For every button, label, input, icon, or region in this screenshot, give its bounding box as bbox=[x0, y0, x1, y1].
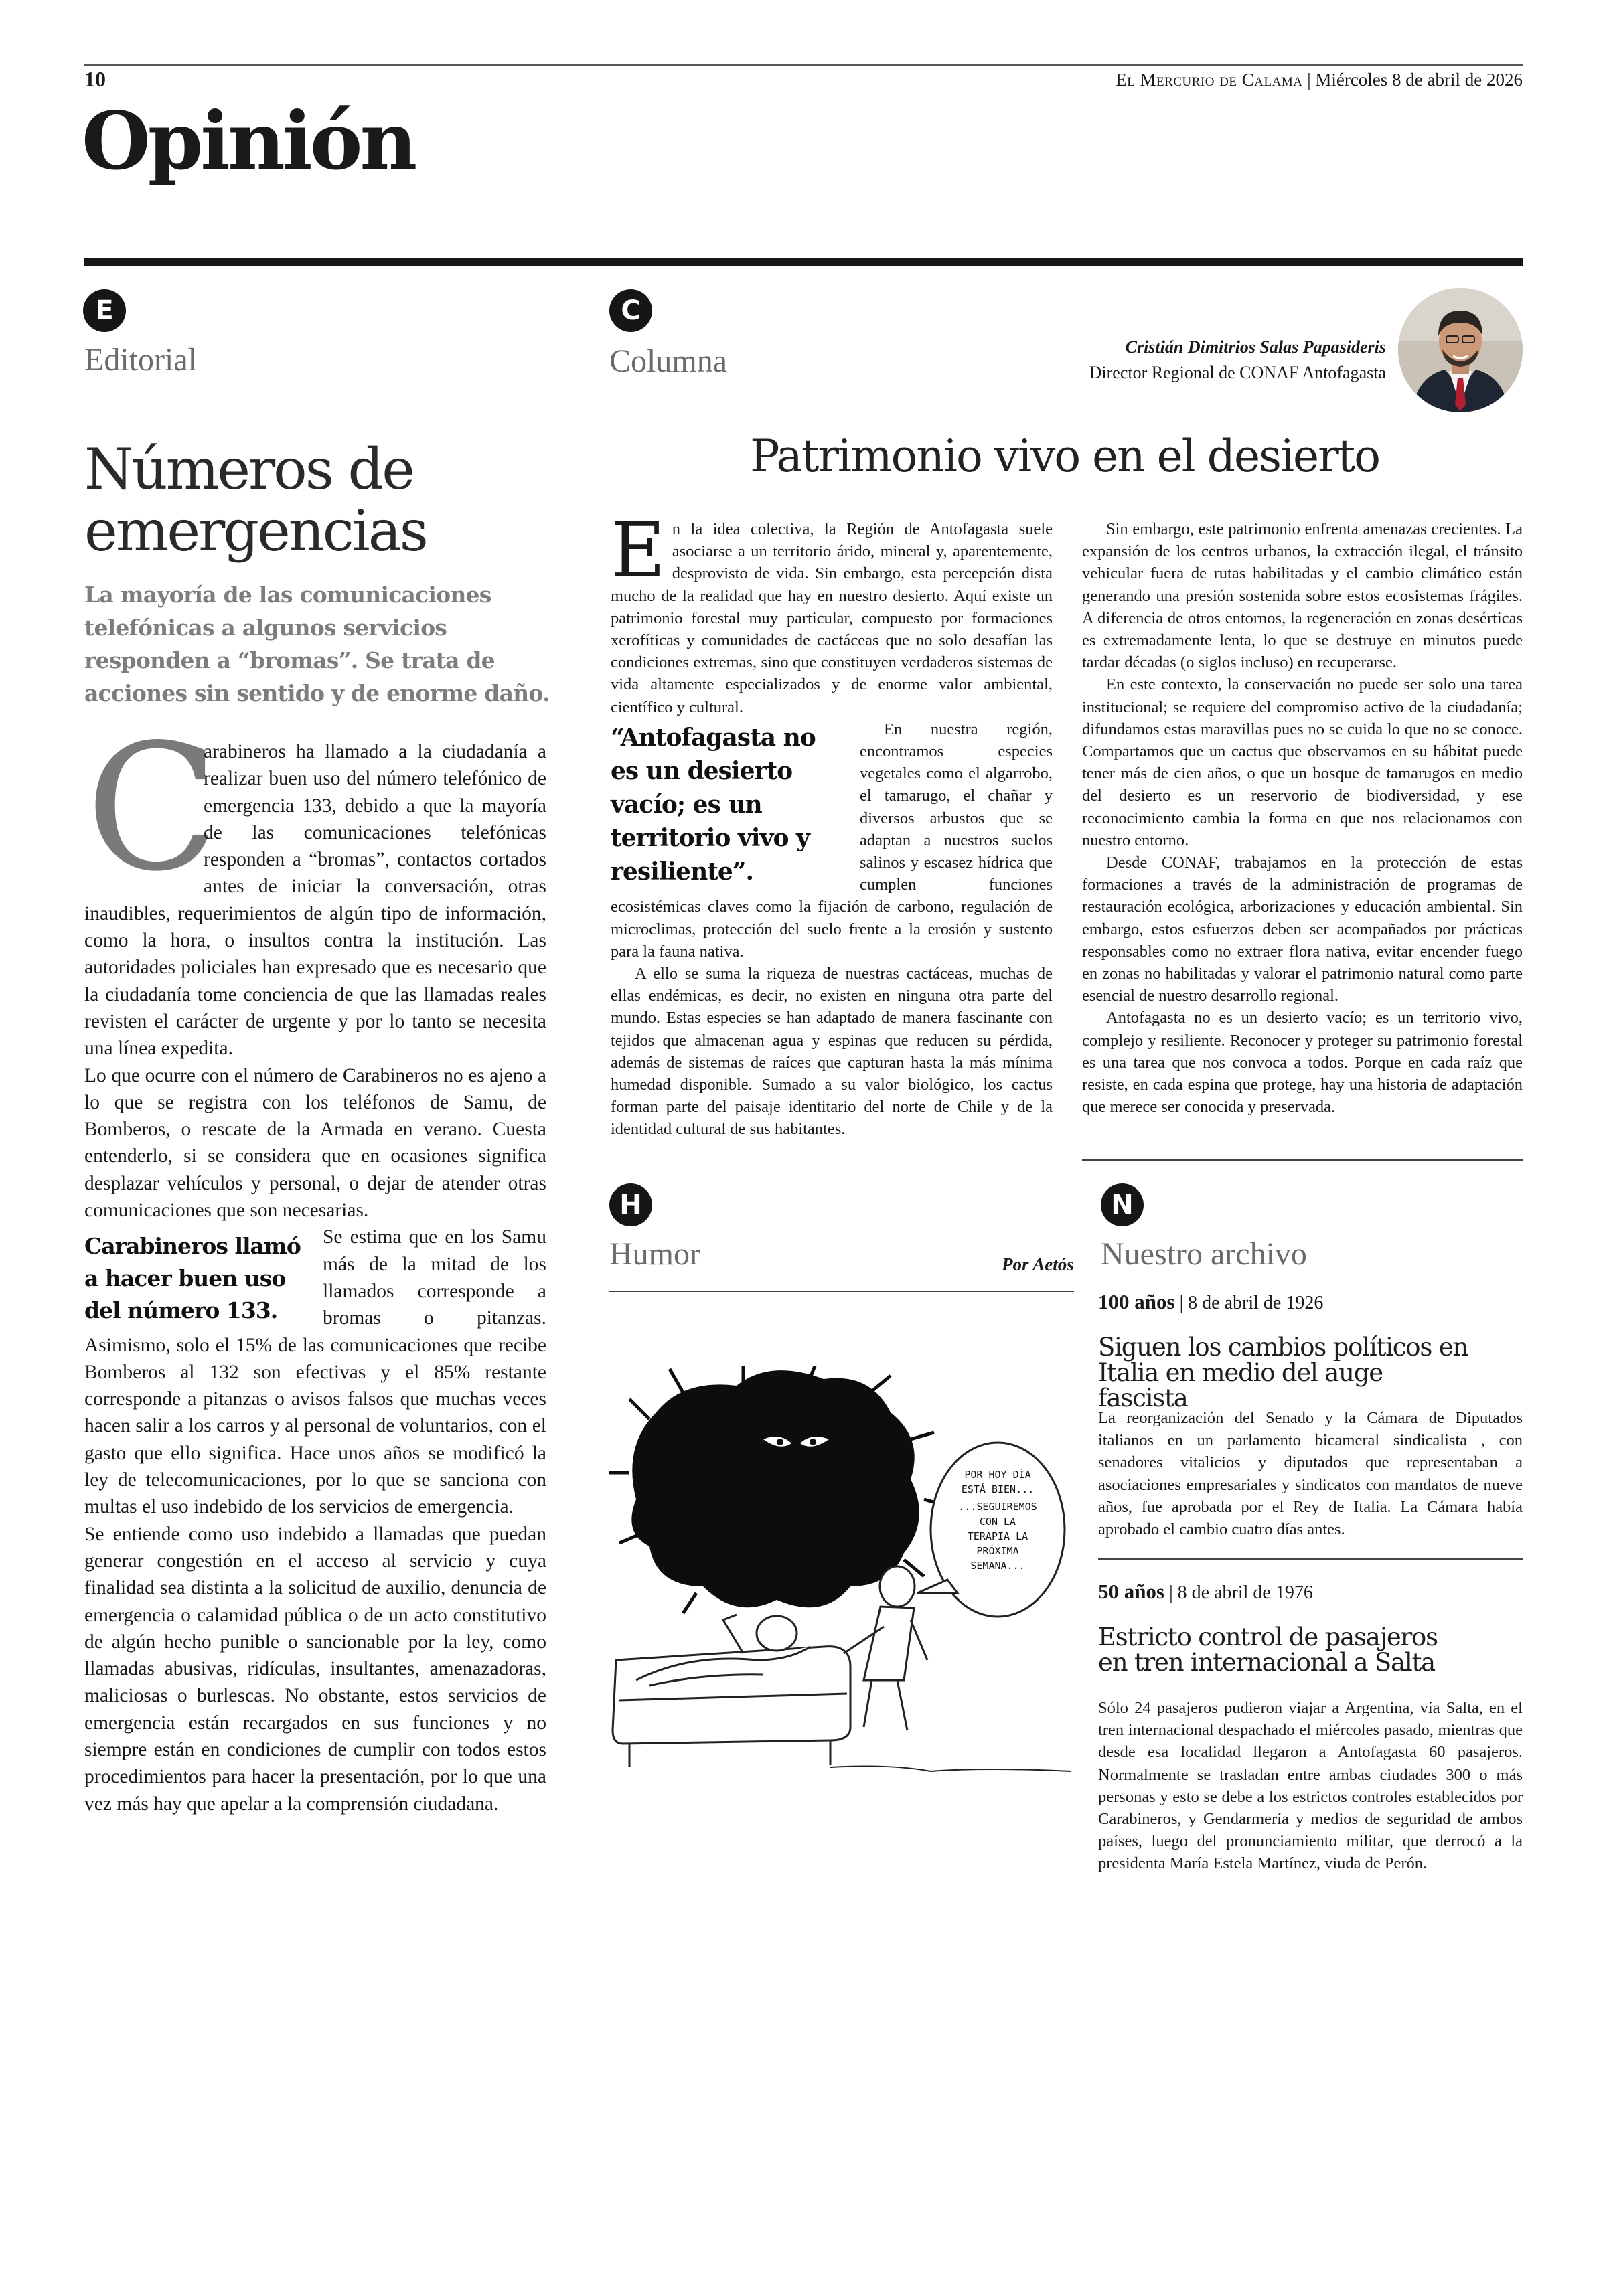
archive-years: 100 años bbox=[1098, 1290, 1175, 1313]
bubble-line: CON LA bbox=[979, 1515, 1016, 1528]
author-role: Director Regional de CONAF Antofagasta bbox=[1089, 363, 1386, 382]
humor-rule bbox=[609, 1291, 1074, 1292]
column-paragraph: A ello se suma la riqueza de nuestras cactáceas, muchas de ellas endémicas, es decir, no existen en ninguna otra parte del mundo. Estas especies se han adaptado de manera fascinante con tejidos que almacenan agua y espinas que reducen su pérdida, además de sistemas de raíces que capturan hasta la más mínima humedad disponible. Sumado a su valor biológico, los cactus forman parte del paisaje identitario del norte de Chile y de la identidad cultural de sus habitantes. bbox=[611, 965, 1053, 1139]
archive-date: 8 de abril de 1926 bbox=[1188, 1293, 1324, 1313]
bubble-line: SEMANA... bbox=[970, 1560, 1025, 1572]
bubble-line: POR HOY DÍA bbox=[964, 1469, 1031, 1481]
archive-years: 50 años bbox=[1098, 1580, 1165, 1603]
archive-item-body: La reorganización del Senado y la Cámara de Diputados italianos en un parlamento bicameral sindicalista , con senadores vitalicios y diputados que representaban a asociaciones empresariales y sindicatos con mandatos de nueve años, fue aprobada por el Rey de Italia. La Cámara había aprobado el cambio cuatro días antes. bbox=[1098, 1409, 1523, 1539]
newspaper-name: El Mercurio de Calama bbox=[1116, 70, 1303, 90]
column-text-right bbox=[1082, 518, 1523, 1118]
author-photo bbox=[1398, 288, 1523, 412]
column-paragraph-text: n la idea colectiva, la Región de Antofagasta suele asociarse a un territorio árido, mineral y, aparentemente, desprovisto de vida. Sin embargo, esta percepción dista mucho de la realidad que hay en nuestro desierto. Aquí existe un patrimonio forestal muy particular, compuesto por formaciones xerofíticas y comunidades de cactáceas que no solo desafían las condiciones extremas, sino que constituyen verdaderos sistemas de vida altamente especializados y de enorme valor ambiental, científico y cultural. bbox=[611, 520, 1053, 716]
bubble-line: TERAPIA LA bbox=[967, 1530, 1028, 1542]
cartoon-credit: Por Aetós bbox=[1002, 1254, 1074, 1275]
editorial-kicker: Editorial bbox=[84, 342, 197, 378]
column-bottom-rule bbox=[1082, 1159, 1523, 1161]
column-paragraph bbox=[611, 507, 1053, 718]
bubble-line: PRÓXIMA bbox=[976, 1545, 1019, 1557]
column-pull-quote: “Antofagasta no es un desierto vacío; es un territorio vivo y resiliente”. bbox=[611, 723, 816, 886]
speech-bubble bbox=[917, 1443, 1065, 1617]
column-kicker: Columna bbox=[609, 343, 727, 379]
editorial-paragraph: Lo que ocurre con el número de Carabineros no es ajeno a lo que se registra con los teléfonos de Samu, de Bomberos, o rescate de la Armada en verano. Cuesta entenderlo, si se considera que en ocasiones significa desplazar vehículos y personal, o dejar de atender otras comunicaciones que son necesarias. bbox=[84, 1064, 546, 1222]
archive-item-date: 50 años | 8 de abril de 1976 bbox=[1098, 1580, 1313, 1603]
editorial-paragraph: arabineros ha llamado a la ciudadanía a realizar buen uso del número telefónico de emergencia 133, debido a que la mayoría de las comunicaciones telefónicas responden a “bromas”, contactos cortados antes de iniciar la conversación, otras inaudibles, requerimientos de algún tipo de información, como la hora, o insultos contra la institución. Las autoridades policiales han expresado que es necesario que la ciudadanía tome conciencia de que las llamadas reales revisten el carácter de urgente y por lo tanto se necesita una línea expedita. bbox=[84, 741, 546, 1060]
column-paragraph: En este contexto, la conservación no puede ser solo una tarea institucional; se requiere del compromiso activo de la ciudadanía; difundamos estas maravillas pues no se cuida lo que no se conoce. Compartamos que un cactus que observamos en su hábitat puede tener más de cien años, o que un bosque de tamarugos en medio del desierto es un reservorio de biodiversidad, y ese reconocimiento cambia la forma en que nos relacionamos con nuestro entorno. bbox=[1082, 675, 1523, 849]
issue-date: Miércoles 8 de abril de 2026 bbox=[1315, 70, 1523, 90]
humor-kicker: Humor bbox=[609, 1236, 700, 1272]
archive-item-title: Siguen los cambios políticos en Italia en medio del auge fascista bbox=[1098, 1333, 1468, 1412]
section-title: Opinión bbox=[82, 94, 415, 187]
top-hairline bbox=[84, 64, 1523, 66]
section-rule bbox=[84, 258, 1523, 266]
editorial-headline: Números de emergencias bbox=[84, 436, 427, 564]
humor-cartoon bbox=[609, 1366, 1078, 1807]
editorial-drop-cap: C bbox=[86, 708, 219, 910]
column-paragraph: Desde CONAF, trabajamos en la protección de estas formaciones a través de la administración de programas de restauración ecológica, arborizaciones y educación ambiental. Sin embargo, estos esfuerzos deben ser acompañados por prácticas responsables como no extraer flora nativa, evitar encender fuego en zonas no habilitadas y valorar el patrimonio natural como parte esencial de nuestro desarrollo regional. bbox=[1082, 853, 1523, 1005]
bubble-line: ESTÁ BIEN... bbox=[961, 1483, 1035, 1495]
editorial-body bbox=[84, 738, 546, 1817]
archive-badge: N bbox=[1101, 1183, 1144, 1226]
bubble-line: ...SEGUIREMOS bbox=[958, 1501, 1037, 1513]
couch-icon bbox=[613, 1647, 850, 1767]
archive-kicker: Nuestro archivo bbox=[1101, 1236, 1307, 1272]
archive-item-title: Estricto control de pasajeros en tren internacional a Salta bbox=[1098, 1623, 1438, 1677]
column-badge: C bbox=[609, 289, 652, 332]
masthead-separator: | bbox=[1302, 70, 1316, 90]
therapist-icon bbox=[844, 1566, 927, 1730]
page-number: 10 bbox=[84, 67, 106, 91]
column-paragraph: Antofagasta no es un desierto vacío; es un territorio vivo, complejo y resiliente. Reconocer y proteger su patrimonio forestal es una tarea que nos convoca a todos. Porque en cada raíz que resiste, en cada espina que protege, hay una historia de adaptación que merece ser conocida y preservada. bbox=[1082, 1009, 1523, 1117]
archive-item-rule bbox=[1098, 1558, 1523, 1560]
column-byline bbox=[1089, 335, 1386, 386]
masthead bbox=[1116, 70, 1523, 90]
editorial-badge: E bbox=[83, 289, 126, 332]
editorial-paragraph: Se estima que en los Samu más de la mitad de los llamados corresponde a bromas o pitanzas. Asimismo, solo el 15% de las comunicaciones que recibe Bomberos al 132 son efectivas y el 85% restante corresponde a pitanzas o avisos falsos que muchas veces hacen salir a los carros y al personal de voluntarios, con el gasto que ello significa. Hace unos años se modificó la ley de telecomunicaciones, por lo que se sanciona con multas el uso indebido de los servicios de emergencia. bbox=[84, 1226, 546, 1518]
editorial-pull-quote: Carabineros llamó a hacer buen uso del número 133. bbox=[84, 1233, 301, 1324]
drop-cap-space bbox=[84, 738, 204, 879]
archive-date: 8 de abril de 1976 bbox=[1177, 1582, 1313, 1603]
editorial-paragraph: Se entiende como uso indebido a llamadas que puedan generar congestión en el acceso al servicio y cuya finalidad sea distinta a la solicitud de auxilio, denuncia de emergencia o calamidad pública o de un acto constitutivo de algún hecho punible o sancionable por la ley, como llamadas abusivas, ridículas, insultantes, amenazadoras, maliciosas o burlescas. No obstante, estos servicios de emergencia están recargados en sus funciones y no siempre están en condiciones de cumplir con todos estos procedimientos para hacer la presentación, por lo que una vez más hay que apelar a la comprensión ciudadana. bbox=[84, 1523, 546, 1815]
column-paragraph: En nuestra región, encontramos especies vegetales como el algarrobo, el tamarugo, el chañar y diversos arbustos que se adaptan a nuestros suelos salinos y escasez hídrica que cumplen funciones ecosistémicas claves como la fijación de carbono, regulación de microclimas, protección del suelo frente a la erosión y sustento para la fauna nativa. bbox=[611, 720, 1053, 961]
editorial-deck: La mayoría de las comunicaciones telefónicas a algunos servicios responden a “bromas”. Se trata de acciones sin sentido y de enorme daño. bbox=[84, 582, 550, 706]
column-paragraph: Sin embargo, este patrimonio enfrenta amenazas crecientes. La expansión de los centros urbanos, la extracción ilegal, el tránsito vehicular fuera de rutas habilitadas y el cambio climático están generando una presión sostenida sobre estos ecosistemas frágiles. A diferencia de otros entornos, la regeneración en zonas desérticas es extremadamente lenta, lo que se destruye en minutos puede tardar décadas (o siglos incluso) en recuperarse. bbox=[1082, 520, 1523, 672]
archive-item-body: Sólo 24 pasajeros pudieron viajar a Argentina, vía Salta, en el tren internacional despachado el miércoles pasado, mientras que desde esa localidad llegaron a Antofagasta 60 pasajeros. Normalmente se trasladan entre ambas ciudades 300 o más personas y esto se debe a los estrictos controles establecidos por Carabineros, y Gendarmería y medios de seguridad de ambos países, luego del pronunciamiento militar, que derrocó a la presidenta María Estela Martínez, viuda de Perón. bbox=[1098, 1699, 1523, 1873]
column-text-left bbox=[611, 507, 1053, 1141]
author-name: Cristián Dimitrios Salas Papasideris bbox=[1125, 337, 1386, 357]
archive-item-date: 100 años | 8 de abril de 1926 bbox=[1098, 1290, 1324, 1313]
column-headline: Patrimonio vivo en el desierto bbox=[750, 430, 1379, 482]
humor-badge: H bbox=[609, 1183, 652, 1226]
column-drop-cap: E bbox=[611, 507, 666, 594]
